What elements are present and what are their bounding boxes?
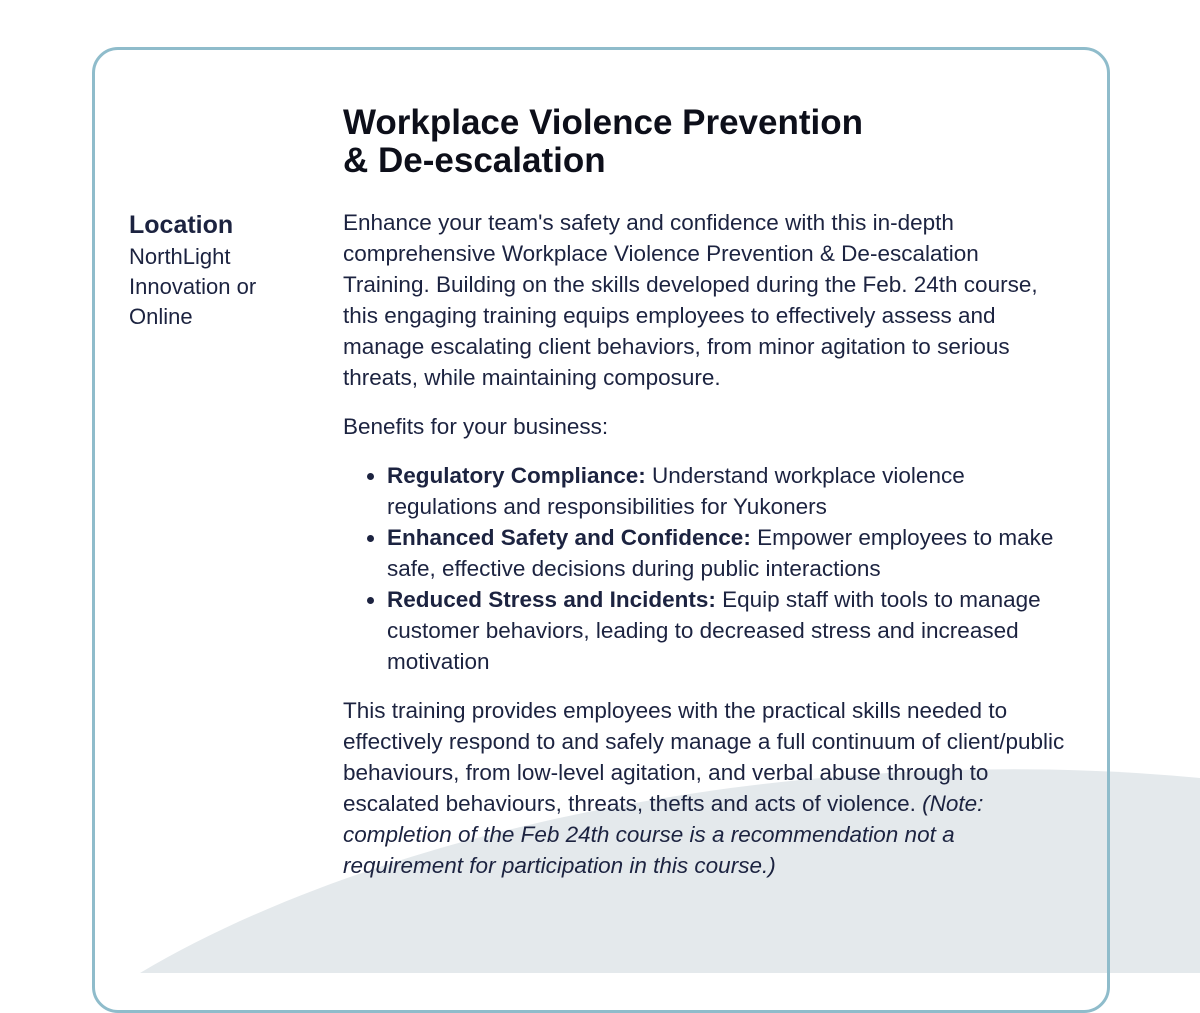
- benefits-heading: Benefits for your business:: [343, 414, 609, 439]
- benefit-text: Equip staff with tools to manage customer behaviors, leading to decreased stress and increased motivation: [387, 587, 1041, 674]
- intro-paragraph: Enhance your team's safety and confidence with this in-depth comprehensive Workplace Violence Prevention & De-escalation Training. Building on the skills developed during the Feb. 24th course, this engaging training equips employees to effectively assess and manage escalating client behaviors, from minor agitation to serious threats, while maintaining composure.: [343, 210, 1038, 390]
- note-text: (Note: completion of the Feb 24th course is a recommendation not a requirement for participation in this course.): [343, 791, 984, 878]
- sidebar: [129, 208, 309, 332]
- benefit-text: Understand workplace violence regulations and responsibilities for Yukoners: [387, 463, 965, 519]
- list-item: [387, 522, 1065, 584]
- main-content: [343, 104, 1065, 899]
- benefit-title: Reduced Stress and Incidents:: [387, 587, 716, 612]
- benefits-list: [343, 460, 1065, 677]
- title-line-1: Workplace Violence Prevention: [343, 103, 864, 142]
- benefit-text: Empower employees to make safe, effective decisions during public interactions: [387, 525, 1054, 581]
- closing-paragraph: [343, 695, 1065, 881]
- page-title: [343, 104, 1065, 180]
- title-line-2: & De-escalation: [343, 141, 606, 180]
- benefit-title: Enhanced Safety and Confidence:: [387, 525, 751, 550]
- benefit-title: Regulatory Compliance:: [387, 463, 646, 488]
- closing-text: This training provides employees with the practical skills needed to effectively respond to and safely manage a full continuum of client/public behaviours, from low-level agitation, and verbal abuse through to escalated behaviours, threats, thefts and acts of violence.: [343, 698, 1065, 816]
- list-item: [387, 584, 1065, 677]
- list-item: [387, 460, 1065, 522]
- location-value: NorthLight Innovation or Online: [129, 244, 257, 329]
- location-heading: Location: [129, 211, 234, 239]
